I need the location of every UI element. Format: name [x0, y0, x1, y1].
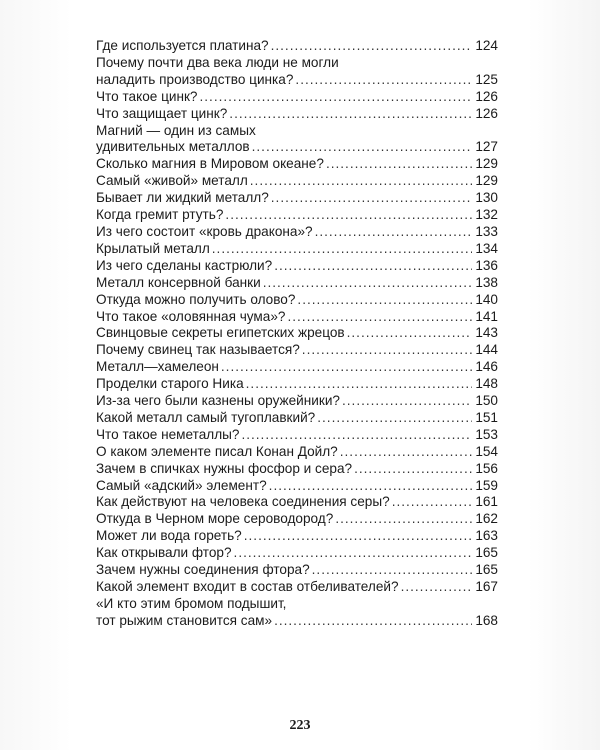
toc-entry-title: Откуда в Черном море сероводород?: [96, 511, 334, 527]
toc-entry-title: О каком элементе писал Конан Дойл?: [96, 443, 338, 459]
dot-leader: [302, 342, 472, 359]
dot-leader: [342, 393, 472, 410]
toc-entry: [96, 359, 498, 376]
dot-leader: [274, 613, 472, 630]
toc-entry-page: 124: [475, 38, 498, 53]
toc-entry-page: 150: [475, 393, 498, 409]
toc-entry-page: 146: [475, 359, 498, 375]
dot-leader: [315, 224, 472, 241]
toc-entry: [96, 89, 498, 106]
toc-entry: [96, 528, 498, 545]
toc-entry-page: 132: [475, 207, 498, 223]
toc-entry-page: 148: [475, 376, 498, 392]
toc-entry-page: 167: [475, 579, 498, 594]
dot-leader: [340, 444, 472, 461]
toc-entry-title: Где используется платина?: [96, 38, 269, 53]
toc-entry-page: 161: [475, 494, 498, 510]
dot-leader: [221, 359, 472, 376]
toc-entry-title: Какой элемент входит в состав отбеливателей?: [96, 579, 399, 594]
dot-leader: [234, 545, 472, 562]
dot-leader: [295, 72, 472, 89]
toc-entry-page: 129: [475, 173, 498, 189]
dot-leader: [263, 275, 472, 292]
toc-entry-page: 126: [475, 105, 498, 121]
toc-entry: [96, 579, 498, 596]
toc-entry-page: 138: [475, 274, 498, 290]
dot-leader: [392, 494, 472, 511]
dot-leader: [225, 207, 472, 224]
toc-entry: [96, 427, 498, 444]
dot-leader: [274, 258, 472, 275]
toc-entry-page: 127: [475, 139, 498, 155]
toc-entry-page: 126: [475, 88, 498, 104]
toc-entry-title: Сколько магния в Мировом океане?: [96, 156, 324, 172]
toc-entry: [96, 123, 498, 157]
toc-entry-title: наладить производство цинка?: [96, 71, 294, 87]
toc-entry-title: Металл консервной банки: [96, 274, 261, 290]
dot-leader: [200, 89, 473, 106]
toc-entry: [96, 494, 498, 511]
toc-entry: [96, 38, 498, 55]
table-of-contents: [96, 38, 498, 630]
toc-entry-title: Откуда можно получить олово?: [96, 291, 296, 307]
toc-entry-title: Самый «живой» металл: [96, 173, 248, 189]
toc-entry-title: Зачем нужны соединения фтора?: [96, 562, 310, 578]
dot-leader: [212, 241, 472, 258]
toc-entry-title: Что такое цинк?: [96, 88, 198, 104]
toc-entry: [96, 224, 498, 241]
toc-entry: [96, 258, 498, 275]
dot-leader: [269, 478, 472, 495]
toc-entry-title: Бывает ли жидкий металл?: [96, 190, 269, 206]
dot-leader: [347, 325, 472, 342]
toc-entry-page: 136: [475, 257, 498, 273]
toc-entry-title: тот рыжим становится сам»: [96, 612, 273, 628]
toc-entry-page: 141: [475, 308, 498, 324]
dot-leader: [317, 410, 472, 427]
toc-entry-title: Проделки старого Ника: [96, 376, 244, 392]
dot-leader: [246, 376, 472, 393]
toc-entry-page: 156: [475, 460, 498, 476]
dot-leader: [244, 528, 472, 545]
toc-entry: [96, 275, 498, 292]
toc-entry-page: 154: [475, 443, 498, 459]
toc-entry-title: Что такое неметаллы?: [96, 426, 240, 442]
toc-entry: [96, 376, 498, 393]
toc-entry-page: 163: [475, 528, 498, 544]
toc-entry-title: удивительных металлов: [96, 139, 250, 155]
toc-entry-title: Самый «адский» элемент?: [96, 477, 267, 493]
toc-entry: [96, 562, 498, 579]
toc-entry-title: Свинцовые секреты египетских жрецов: [96, 325, 345, 341]
dot-leader: [271, 38, 472, 55]
dot-leader: [297, 292, 472, 309]
toc-entry-title: Что защищает цинк?: [96, 105, 228, 121]
toc-entry: [96, 444, 498, 461]
toc-entry-title: Когда гремит ртуть?: [96, 207, 224, 223]
toc-entry-title: Что такое «оловянная чума»?: [96, 308, 286, 324]
toc-entry-page: 168: [475, 612, 498, 628]
toc-entry-title: Какой металл самый тугоплавкий?: [96, 409, 316, 425]
toc-entry-title: Зачем в спичках нужны фосфор и сера?: [96, 460, 353, 476]
toc-entry-page: 165: [475, 562, 498, 578]
toc-entry-page: 159: [475, 477, 498, 493]
toc-entry: [96, 241, 498, 258]
toc-entry-page: 140: [475, 291, 498, 307]
toc-entry-page: 133: [475, 223, 498, 239]
toc-entry: [96, 309, 498, 326]
dot-leader: [229, 106, 472, 123]
toc-entry: [96, 173, 498, 190]
toc-entry-page: 130: [475, 190, 498, 206]
toc-entry: [96, 55, 498, 89]
toc-entry-title: Крылатый металл: [96, 240, 210, 256]
toc-entry: [96, 292, 498, 309]
toc-entry-title: Как открывали фтор?: [96, 545, 232, 561]
toc-entry: [96, 410, 498, 427]
toc-entry-title-line: Магний — один из самых: [96, 122, 256, 138]
toc-entry-page: 125: [475, 71, 498, 87]
toc-entry-page: 153: [475, 426, 498, 442]
toc-entry-title-line: «И кто этим бромом подышит,: [96, 595, 287, 611]
toc-entry: [96, 325, 498, 342]
toc-entry-page: 129: [475, 156, 498, 172]
toc-entry-title-line: Почему почти два века люди не могли: [96, 54, 339, 70]
dot-leader: [326, 156, 472, 173]
toc-entry: [96, 342, 498, 359]
toc-entry: [96, 596, 498, 630]
toc-entry-page: 165: [475, 545, 498, 561]
toc-entry: [96, 461, 498, 478]
toc-entry-title: Металл—хамелеон: [96, 359, 219, 375]
dot-leader: [354, 461, 472, 478]
toc-entry: [96, 207, 498, 224]
toc-entry: [96, 106, 498, 123]
toc-entry-page: 162: [475, 511, 498, 527]
page-number: 223: [289, 718, 311, 733]
toc-entry-page: 143: [475, 325, 498, 341]
dot-leader: [335, 511, 472, 528]
toc-entry: [96, 478, 498, 495]
toc-entry: [96, 156, 498, 173]
toc-entry-title: Из-за чего были казнены оружейники?: [96, 393, 340, 409]
toc-entry-title: Из чего состоит «кровь дракона»?: [96, 223, 313, 239]
toc-entry-title: Может ли вода гореть?: [96, 528, 242, 544]
toc-entry: [96, 190, 498, 207]
dot-leader: [241, 427, 472, 444]
toc-entry: [96, 393, 498, 410]
toc-entry-page: 144: [475, 342, 498, 358]
dot-leader: [312, 562, 472, 579]
dot-leader: [401, 579, 472, 596]
toc-entry: [96, 511, 498, 528]
toc-entry-title: Как действуют на человека соединения серы?: [96, 494, 390, 510]
dot-leader: [287, 309, 472, 326]
dot-leader: [271, 190, 472, 207]
toc-entry-title: Из чего сделаны кастрюли?: [96, 257, 273, 273]
dot-leader: [250, 173, 472, 190]
toc-entry-page: 134: [475, 240, 498, 256]
toc-entry-title: Почему свинец так называется?: [96, 342, 300, 358]
toc-entry-page: 151: [475, 409, 498, 425]
dot-leader: [252, 139, 472, 156]
toc-entry: [96, 545, 498, 562]
